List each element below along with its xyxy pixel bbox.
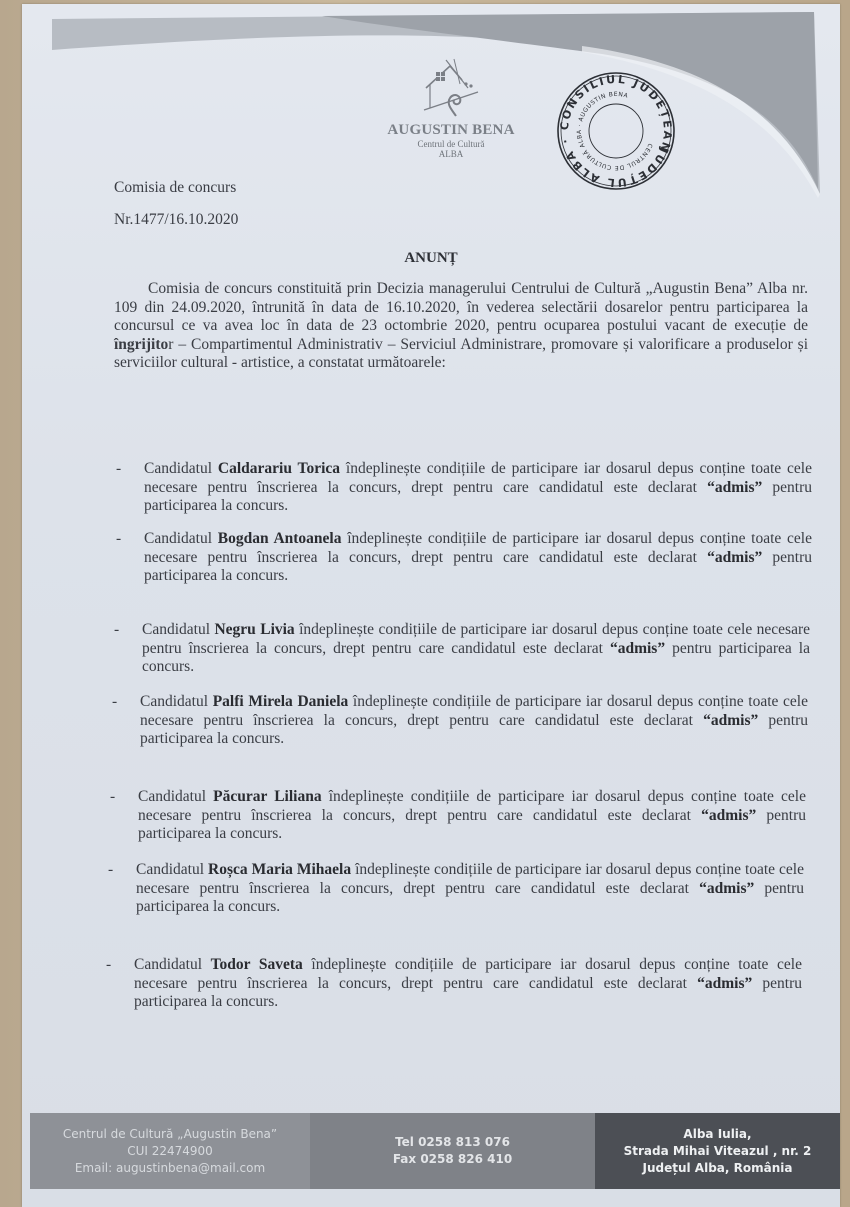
candidate-item: - Candidatul Todor Saveta îndeplinește condițiile de participare iar dosarul depus conține toate cele necesare pentru înscrierea la concurs, drept pentru care candidatul este declarat “admis” pentru participarea la concurs.	[106, 956, 802, 1010]
bullet-dash: -	[116, 530, 122, 547]
candidate-item: - Candidatul Roșca Maria Mihaela îndeplinește condițiile de participare iar dosarul depus conține toate cele necesare pentru înscrierea la concurs, drept pentru care candidatul este declarat “admis” pentru participarea la concurs.	[108, 861, 804, 915]
candidate-item: - Candidatul Păcurar Liliana îndeplinește condițiile de participare iar dosarul depus conține toate cele necesare pentru înscrierea la concurs, drept pentru care candidatul este declarat “admis” pentru participarea la concurs.	[110, 788, 806, 842]
document-page	[22, 4, 840, 1207]
bullet-dash: -	[116, 460, 122, 477]
candidate-name: Roșca Maria Mihaela	[208, 861, 352, 878]
candidate-item: - Candidatul Bogdan Antoanela îndeplinește condițiile de participare iar dosarul depus conține toate cele necesare pentru înscrierea la concurs, drept pentru care candidatul este declarat “admis” pentru participarea la concurs.	[116, 530, 812, 584]
bullet-dash: -	[112, 693, 118, 710]
bullet-dash: -	[106, 956, 112, 973]
footer-address-block	[595, 1113, 840, 1189]
logo-title: AUGUSTIN BENA	[387, 122, 515, 138]
candidate-name: Palfi Mirela Daniela	[212, 693, 349, 710]
organization-logo	[366, 58, 536, 159]
svg-text:JUDEȚUL ALBA · CONSILIUL JUDEȚ: JUDEȚUL ALBA · CONSILIUL JUDEȚEAN	[557, 72, 675, 190]
admission-status: “admis”	[697, 974, 753, 992]
page-title: ANUNȚ	[404, 250, 458, 266]
logo-city: ALBA	[438, 149, 464, 159]
candidate-name: Negru Livia	[214, 621, 295, 638]
intro-paragraph: Comisia de concurs constituită prin Decizia managerului Centrului de Cultură „Augustin Bena” Alba nr. 109 din 24.09.2020, întrunită în data de 16.10.2020, în vederea selectării dosarelor pentru participarea la concursul ce va avea loc în data de 23 octombrie 2020, pentru ocuparea postului vacant de execuție de îngrijitor – Compartimentul Administrativ – Serviciul Administrare, promovare și valorificare a produselor și serviciilor cultural - artistice, a constatat următoarele:	[114, 280, 808, 371]
admission-status: “admis”	[703, 711, 759, 729]
official-stamp-icon	[555, 70, 677, 192]
document-number: Nr.1477/16.10.2020	[114, 211, 239, 228]
house-music-logo-icon	[416, 58, 486, 120]
admission-status: “admis”	[609, 639, 666, 657]
candidate-name: Caldarariu Torica	[217, 460, 341, 477]
admission-status: “admis”	[707, 548, 763, 566]
footer-county: Județul Alba, România	[642, 1160, 793, 1175]
candidate-item: - Candidatul Caldarariu Torica îndeplinește condițiile de participare iar dosarul depus conține toate cele necesare pentru înscrierea la concurs, drept pentru care candidatul este declarat “admis” pentru participarea la concurs.	[116, 460, 812, 514]
candidate-name: Păcurar Liliana	[213, 788, 322, 805]
footer-tel: Tel 0258 813 076	[395, 1135, 510, 1149]
svg-text:CENTRUL DE CULTURĂ ALBA · AUGU: CENTRUL DE CULTURĂ ALBA · AUGUSTIN BENA	[575, 90, 654, 172]
bullet-dash: -	[114, 621, 120, 638]
footer-city: Alba Iulia,	[683, 1126, 752, 1141]
bullet-dash: -	[110, 788, 116, 805]
admission-status: “admis”	[707, 478, 763, 496]
footer-email: Email: augustinbena@mail.com	[74, 1160, 266, 1175]
candidate-item: - Candidatul Negru Livia îndeplinește condițiile de participare iar dosarul depus conține toate cele necesare pentru înscrierea la concurs, drept pentru care candidatul este declarat “admis” pentru participarea la concurs.	[114, 621, 810, 675]
footer-org-name: Centrul de Cultură „Augustin Bena”	[62, 1126, 278, 1141]
footer-cui: CUI 22474900	[127, 1143, 213, 1158]
logo-subtitle: Centrul de Cultură	[417, 139, 485, 149]
candidate-name: Bogdan Antoanela	[217, 530, 342, 547]
admission-status: “admis”	[699, 879, 755, 897]
footer-contact-block	[310, 1113, 595, 1189]
footer-fax: Fax 0258 826 410	[392, 1152, 513, 1166]
candidate-item: - Candidatul Palfi Mirela Daniela îndeplinește condițiile de participare iar dosarul depus conține toate cele necesare pentru înscrierea la concurs, drept pentru care candidatul este declarat “admis” pentru participarea la concurs.	[112, 693, 808, 747]
bullet-dash: -	[108, 861, 114, 878]
letterhead-footer	[30, 1113, 840, 1189]
candidate-name: Todor Saveta	[210, 956, 303, 973]
committee-label: Comisia de concurs	[114, 179, 237, 196]
footer-organization-block	[30, 1113, 310, 1189]
footer-street: Strada Mihai Viteazul , nr. 2	[623, 1143, 812, 1158]
admission-status: “admis”	[701, 806, 757, 824]
